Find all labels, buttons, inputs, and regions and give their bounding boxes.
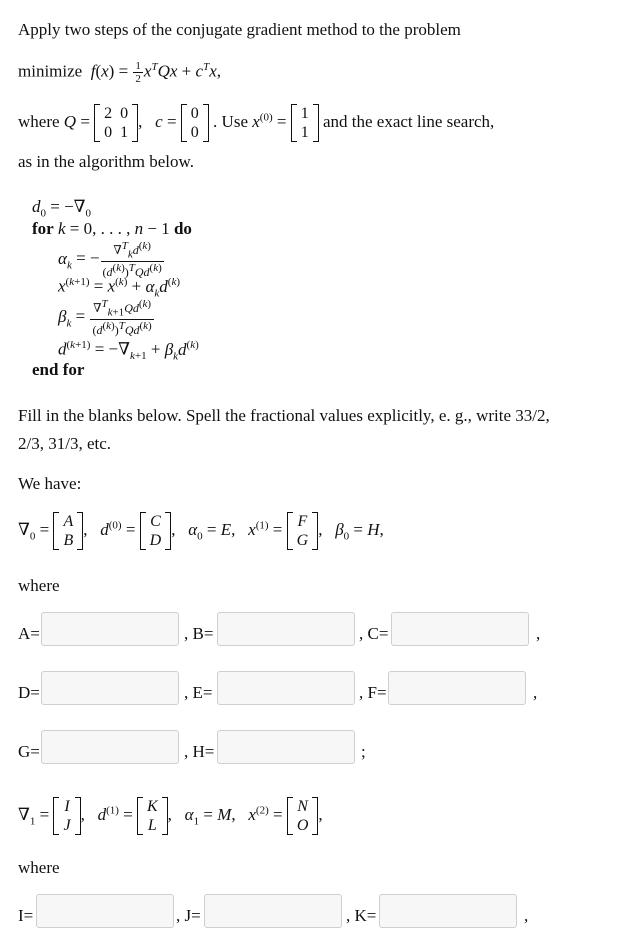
- alg-xupdate: $x^{(k+1)} = x^{(k)} + \alpha_kd^{(k)}$: [58, 276, 181, 300]
- input-j[interactable]: [204, 894, 342, 928]
- placeholder-o: O: [296, 817, 309, 834]
- x1-vector: [287, 512, 319, 550]
- label-b: , B=: [184, 624, 214, 643]
- where-label-1: where: [18, 576, 60, 595]
- placeholder-g: G: [296, 532, 309, 549]
- q-matrix: [94, 104, 138, 142]
- comma-1: ,: [536, 624, 541, 643]
- we-have: We have:: [18, 474, 82, 493]
- as-in-line: as in the algorithm below.: [18, 152, 194, 171]
- input-c[interactable]: [391, 612, 529, 646]
- placeholder-b: B: [63, 532, 74, 549]
- c2: 0: [190, 124, 199, 141]
- placeholder-a: A: [63, 513, 74, 530]
- input-a[interactable]: [41, 612, 179, 646]
- and-exact-text: and the exact line search,: [322, 111, 495, 131]
- label-d: D=: [18, 683, 40, 702]
- label-a: A=: [18, 624, 40, 643]
- c-vector: [181, 104, 209, 142]
- d1-vector: [137, 797, 168, 835]
- comma-3: ,: [524, 906, 529, 925]
- formula-step2: $\nabla_1$ = I J , $d^{(1)}$ = K L , $\alpha_1 = M$, $x^{(2)}$ = N O ,: [18, 798, 323, 834]
- placeholder-h: H: [367, 519, 380, 539]
- beta-fraction: $\frac{\nabla^T_{k+1}Qd^{(k)}}{(d^{(k)})^TQd^{(k)}}$: [92, 298, 152, 338]
- minimize-word: minimize: [18, 61, 83, 81]
- placeholder-e: E: [220, 519, 232, 539]
- where-word: where: [18, 111, 60, 131]
- placeholder-k: K: [147, 798, 158, 815]
- grad1-vector: [53, 797, 80, 835]
- x02: 1: [300, 124, 309, 141]
- placeholder-j: J: [63, 817, 71, 834]
- where-line: where Q = 2 0 0 1 , c = 0 0 . Use $x^{(0)}$ = 1 1 and the exact line search,: [18, 105, 495, 141]
- input-h[interactable]: [217, 730, 355, 764]
- label-e: , E=: [184, 683, 213, 702]
- formula-step1: $\nabla_0$ = A B , $d^{(0)}$ = C D , $\alpha_0 = E$, $x^{(1)}$ = F G , $\beta_0 = H$,: [18, 513, 384, 549]
- placeholder-f: F: [297, 513, 308, 530]
- alpha-fraction: $\frac{\nabla^T_kd^{(k)}}{(d^{(k)})^TQd^{(k)}}$: [102, 240, 162, 280]
- fill-instructions: Fill in the blanks below. Spell the fractional values explicitly, e. g., write 33/2,: [18, 406, 550, 425]
- label-k: , K=: [346, 906, 377, 925]
- alg-dupdate: $d^{(k+1)} = -\nabla_{k+1} + \beta_kd^{(k)}$: [58, 339, 199, 363]
- alg-d0: $d_0 = -\nabla_0$: [32, 197, 92, 220]
- q22: 1: [120, 124, 129, 141]
- input-k[interactable]: [379, 894, 517, 928]
- half-fraction: $\frac{1}{2}$: [135, 60, 141, 85]
- label-f: , F=: [359, 683, 387, 702]
- label-h: , H=: [184, 742, 215, 761]
- q11: 2: [104, 105, 113, 122]
- intro-line: Apply two steps of the conjugate gradient method to the problem: [18, 20, 461, 39]
- input-g[interactable]: [41, 730, 179, 764]
- input-d[interactable]: [41, 671, 179, 705]
- d0-vector: [140, 512, 172, 550]
- placeholder-n: N: [297, 798, 308, 815]
- alg-endfor: end for: [32, 360, 85, 379]
- alg-for: for k = 0, . . . , n − 1 do: [32, 219, 192, 238]
- use-word: . Use: [213, 111, 248, 131]
- label-c: , C=: [359, 624, 389, 643]
- label-i: I=: [18, 906, 34, 925]
- alg-beta: $\beta_k$ = $\frac{\nabla^T_{k+1}Qd^{(k)}}{(d^{(k)})^TQd^{(k)}}$: [58, 298, 152, 338]
- x2-vector: [287, 797, 319, 835]
- x01: 1: [300, 105, 309, 122]
- semicolon: ;: [361, 742, 366, 761]
- input-f[interactable]: [388, 671, 526, 705]
- q21: 0: [104, 124, 113, 141]
- placeholder-i: I: [64, 798, 70, 815]
- where-label-2: where: [18, 858, 60, 877]
- label-g: G=: [18, 742, 40, 761]
- placeholder-c: C: [150, 513, 161, 530]
- label-j: , J=: [176, 906, 201, 925]
- c1: 0: [190, 105, 199, 122]
- input-e[interactable]: [217, 671, 355, 705]
- placeholder-m: M: [217, 804, 232, 824]
- for-keyword: for: [32, 219, 54, 238]
- x0-vector: [291, 104, 319, 142]
- do-keyword: do: [173, 219, 192, 238]
- input-i[interactable]: [36, 894, 174, 928]
- fill-examples: 2/3, 31/3, etc.: [18, 434, 112, 453]
- objective-line: minimize f(x) = $\frac{1}{2}$ $x^TQx + c^Tx$,: [18, 60, 221, 85]
- placeholder-l: L: [147, 817, 157, 834]
- placeholder-d: D: [149, 532, 162, 549]
- input-b[interactable]: [217, 612, 355, 646]
- q12: 0: [120, 105, 129, 122]
- alg-alpha: $\alpha_k$ = − $\frac{\nabla^T_kd^{(k)}}{(d^{(k)})^TQd^{(k)}}$: [58, 240, 162, 280]
- comma-2: ,: [533, 683, 538, 702]
- grad0-vector: [53, 512, 83, 550]
